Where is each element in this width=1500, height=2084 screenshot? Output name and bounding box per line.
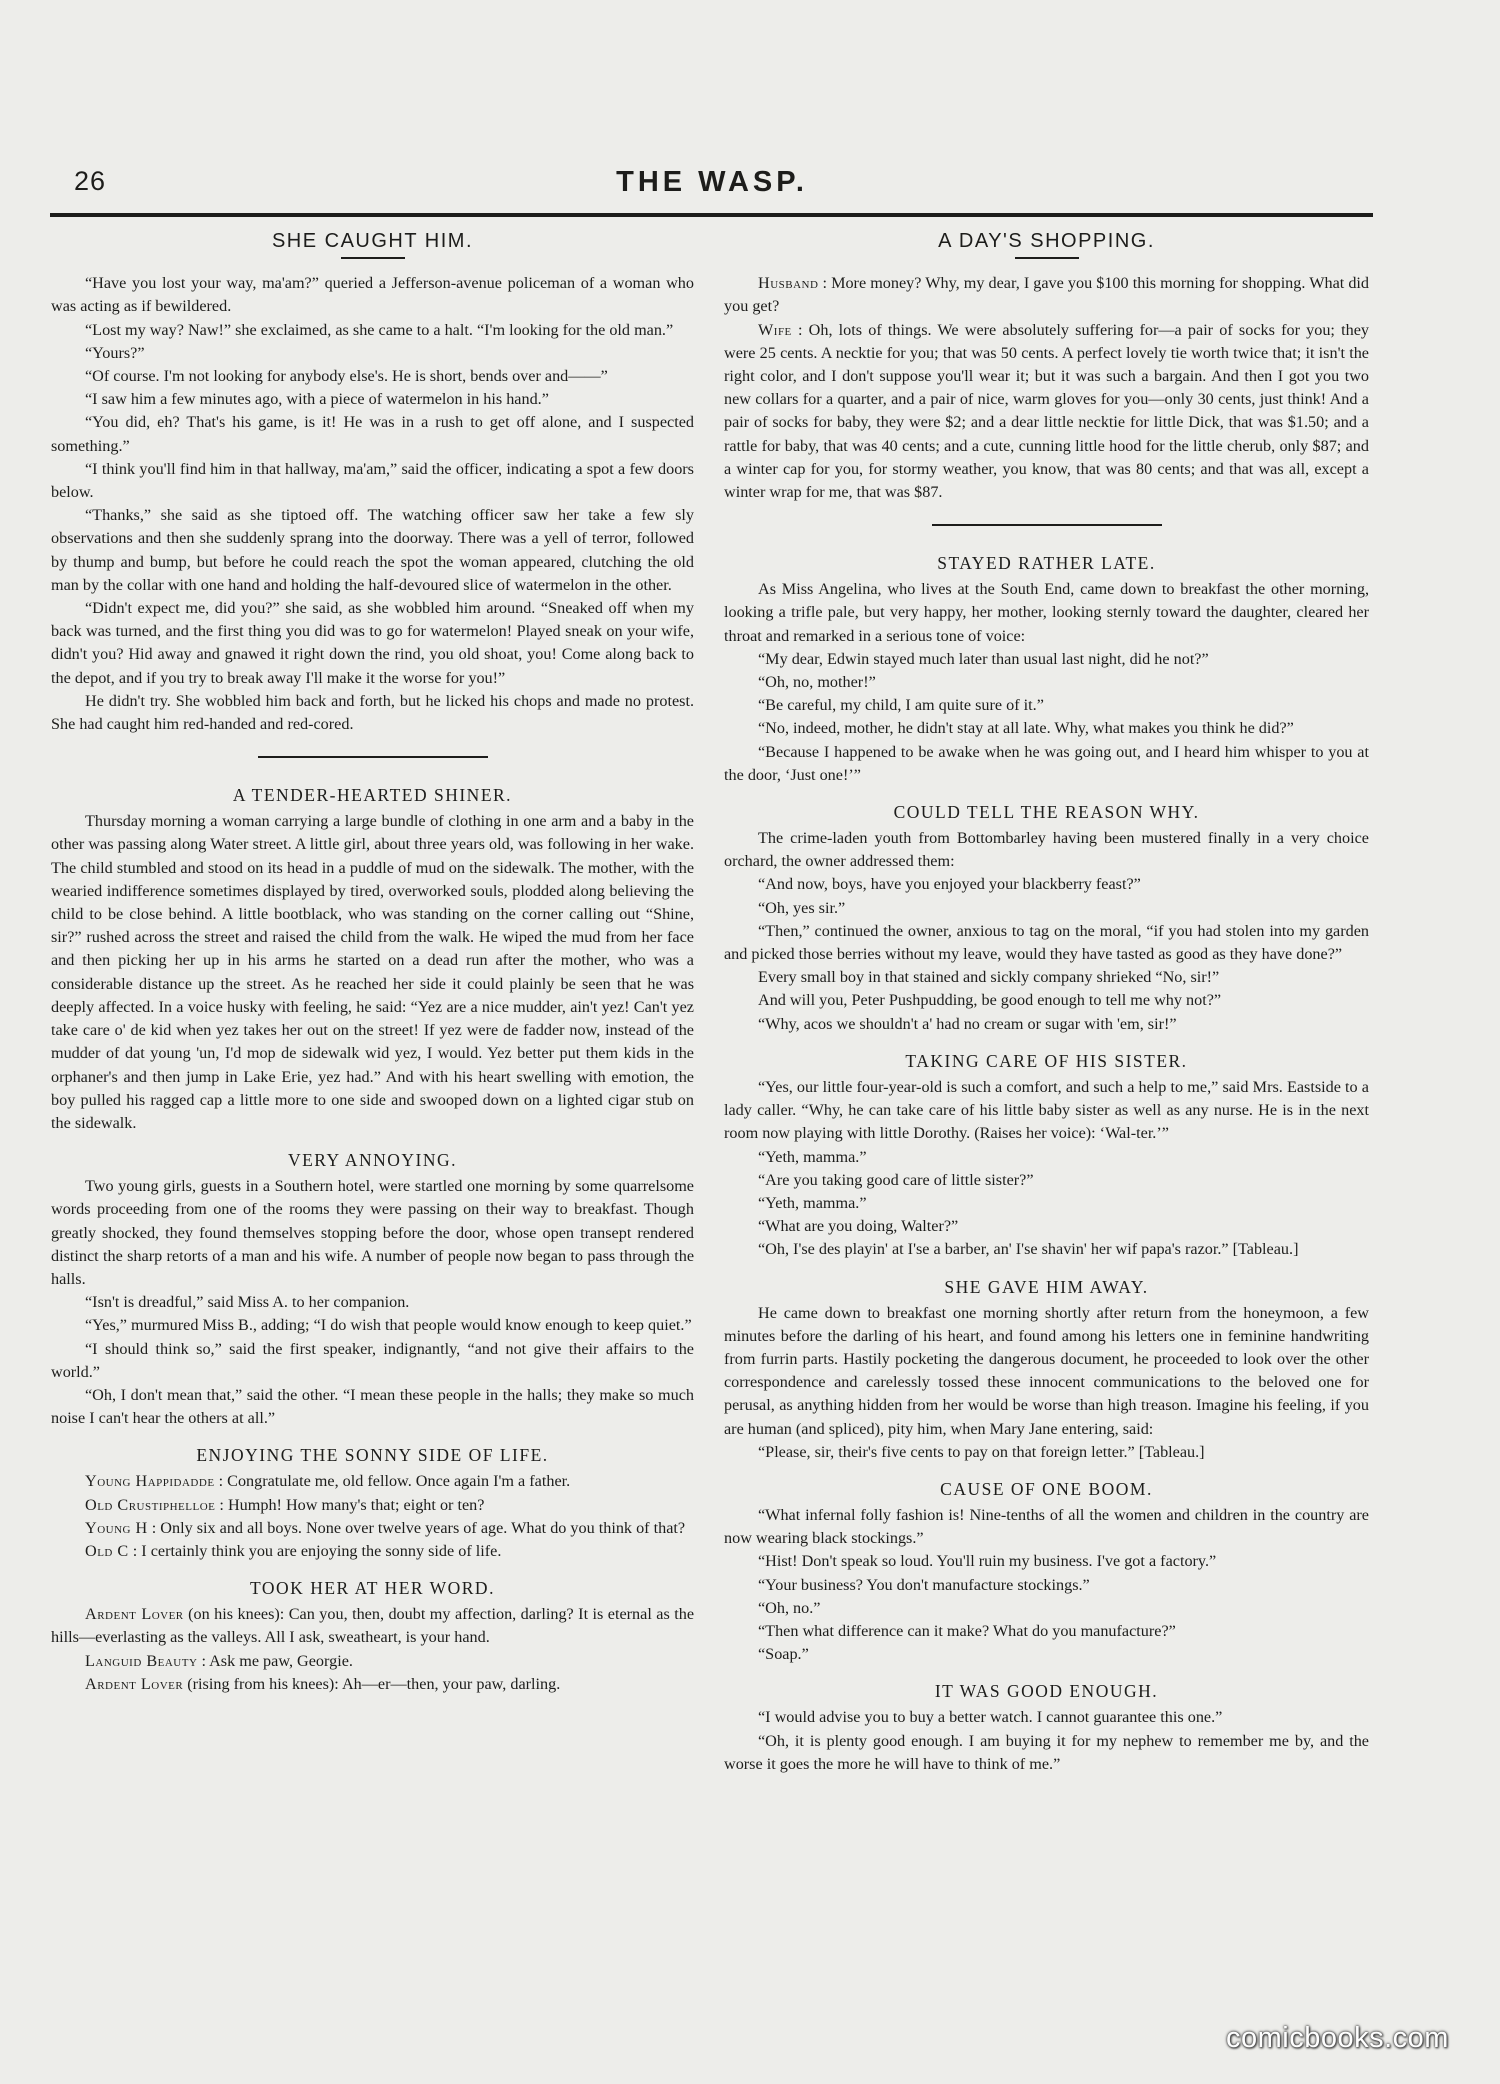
section-divider	[932, 524, 1162, 526]
dialogue-text: Oh, lots of things. We were absolutely suffering for—a pair of socks for you; they were 25 cents. A necktie for you; that was 50 cents. A perfect lovely tie worth twice that; it isn't the right color, and I don't suppose you'll wear it; but it was such a bargain. And then I got you two new collars for a quarter, and a pair of nice, warm gloves for you—only 30 cents, just think! And a pair of socks for baby, they were $2; and a dear little necktie for little Dick, that was $1.50; and a rattle for baby, that was 40 cents; and a cute, cunning little hood for the little cherub, only $87; and a winter cap for you, for stormy weather, you know, that was 80 cents; and that was all, except a winter wrap for me, that was $87.	[724, 320, 1369, 502]
article-cause-of-one-boom	[724, 1476, 1369, 1666]
paragraph: Every small boy in that stained and sickly company shrieked “No, sir!”	[758, 968, 1220, 987]
dialogue-line: Languid Beauty : Ask me paw, Georgie.	[85, 1651, 353, 1670]
watermark-logo: comicbooks.com	[1226, 2022, 1449, 2054]
title-rule	[341, 257, 405, 259]
article-title: TOOK HER AT HER WORD.	[250, 1578, 495, 1599]
paragraph: “Oh, yes sir.”	[758, 898, 846, 917]
speaker: Young Happidadde	[85, 1472, 215, 1491]
article-she-caught-him	[51, 230, 694, 736]
paragraph: He came down to breakfast one morning shortly after return from the honeymoon, a few minutes before the darling of his heart, and found among his letters one in feminine handwriting from furrin parts. Hastily pocketing the dangerous document, he proceeded to look over the other correspondence and carelessly tossed these innocent communications to the beloved one for perusal, as anything hidden from her would be worse than high treason. Imagine his feeling, if you are human (and spliced), pity him, when Mary Jane entering, said:	[724, 1303, 1369, 1438]
paragraph: “Have you lost your way, ma'am?” queried a Jefferson-avenue policeman of a woman who was acting as if bewildered.	[51, 274, 694, 316]
dialogue-line: Husband : More money? Why, my dear, I gave you $100 this morning for shopping. What did you get?	[724, 274, 1370, 316]
header-rule	[50, 213, 1373, 217]
paragraph: “Soap.”	[758, 1645, 809, 1664]
paragraph: Thursday morning a woman carrying a large bundle of clothing in one arm and a baby in the other was passing along Water street. A little girl, about three years old, was following in her wake. The child stumbled and stood on its head in a puddle of mud on the sidewalk. The mother, with the wearied indifference sometimes displayed by tired, overworked souls, plodded along believing the child to be close behind. A little bootblack, who was standing on the corner calling out “Shine, sir?” rushed across the street and raised the child from the walk. He wiped the mud from her face and then picking her up in his arms he started on a dead run after the mother, who was a considerable distance up the street. As he reached her side it could plainly be seen that he was deeply affected. In a voice husky with feeling, he said: “Yez are a nice mudder, ain't yez! Can't yez take care o' de kid when yez takes her out on the street! If yez were de fadder now, instead of the mudder of dat young 'un, I'd mop de sidewalk wid yez, I would. Yez better put them kids in the orphaner's and then jump in Lake Erie, yez had.” And with his heart swelling with emotion, the boy pulled his ragged cap a little more to one side and swooped down on a lighted cigar stub on the sidewalk.	[51, 812, 694, 1132]
speaker: Old Crustiphelloe	[85, 1495, 216, 1514]
paragraph: “Hist! Don't speak so loud. You'll ruin my business. I've got a factory.”	[758, 1552, 1217, 1571]
paragraph: “I should think so,” said the first speaker, indignantly, “and not give their affairs to the world.”	[51, 1339, 694, 1381]
article-title: SHE CAUGHT HIM.	[271, 230, 474, 252]
article-days-shopping	[724, 230, 1369, 504]
paragraph: “Oh, no, mother!”	[758, 673, 876, 692]
paragraph: “Oh, I'se des playin' at I'se a barber, an' I'se shavin' her wif papa's razor.” [Tableau.]	[758, 1240, 1299, 1259]
paragraph: As Miss Angelina, who lives at the South End, came down to breakfast the other morning, looking a trifle pale, but very happy, her mother, looking sternly toward the daughter, cleared her throat and remarked in a serious tone of voice:	[724, 580, 1369, 645]
article-title: VERY ANNOYING.	[287, 1150, 458, 1171]
title-rule	[1015, 257, 1079, 259]
article-title: STAYED RATHER LATE.	[937, 553, 1156, 574]
speaker: Languid Beauty	[85, 1651, 198, 1670]
article-took-her-at-her-word	[51, 1575, 694, 1696]
speaker: Ardent Lover	[85, 1605, 184, 1624]
paragraph: “No, indeed, mother, he didn't stay at all late. Why, what makes you think he did?”	[758, 719, 1294, 738]
article-she-gave-him-away	[724, 1274, 1369, 1464]
paragraph: “My dear, Edwin stayed much later than usual last night, did he not?”	[758, 649, 1209, 668]
dialogue-line: Ardent Lover (on his knees): Can you, then, doubt my affection, darling? It is eternal as the hills—everlasting as the valleys. All I ask, sweatheart, is your hand.	[51, 1605, 695, 1647]
dialogue-line: Ardent Lover (rising from his knees): Ah—er—then, your paw, darling.	[85, 1674, 561, 1693]
paragraph: “Then,” continued the owner, anxious to tag on the moral, “if you had stolen into my garden and picked those berries without my leave, would they have tasted as good as they have done?”	[724, 921, 1369, 964]
article-title: ENJOYING THE SONNY SIDE OF LIFE.	[196, 1445, 549, 1466]
article-it-was-good-enough	[724, 1678, 1369, 1776]
section-divider	[258, 756, 488, 758]
speaker: Husband	[758, 274, 819, 293]
paragraph: “What are you doing, Walter?”	[758, 1217, 959, 1236]
left-column	[51, 228, 694, 1696]
paragraph: “You did, eh? That's his game, is it! He was in a rush to get off alone, and I suspected something.”	[51, 413, 694, 455]
paragraph: “Be careful, my child, I am quite sure of it.”	[758, 696, 1044, 715]
dialogue-text: Humph! How many's that; eight or ten?	[227, 1495, 485, 1514]
dialogue-line: Young H : Only six and all boys. None over twelve years of age. What do you think of that?	[85, 1518, 686, 1537]
right-column	[724, 228, 1369, 1776]
paragraph: “Why, acos we shouldn't a' had no cream or sugar with 'em, sir!”	[758, 1014, 1177, 1033]
paragraph: “Please, sir, their's five cents to pay on that foreign letter.” [Tableau.]	[758, 1442, 1205, 1461]
paragraph: “Oh, I don't mean that,” said the other. “I mean these people in the halls; they make so much noise I can't hear the others at all.”	[51, 1385, 694, 1428]
dialogue-line: Wife : Oh, lots of things. We were absolutely suffering for—a pair of socks for you; they were 25 cents. A necktie for you; that was 50 cents. A perfect lovely tie worth twice that; it isn't the right color, and I don't suppose you'll wear it; but it was such a bargain. And then I got you two new collars for a quarter, and a pair of nice, warm gloves for you—only 30 cents, just think! And a pair of socks for baby, they were $2; and a dear little necktie for little Dick, that was $1.50; and a rattle for baby, that was 40 cents; and a cute, cunning little hood for the little cherub, only $87; and a winter cap for you, for stormy weather, you know, that was 80 cents; and that was all, except a winter wrap for me, that was $87.	[724, 320, 1369, 502]
dialogue-text: Ah—er—then, your paw, darling.	[341, 1674, 561, 1693]
article-title: A TENDER-HEARTED SHINER.	[232, 785, 513, 806]
paragraph: “Isn't is dreadful,” said Miss A. to her companion.	[85, 1293, 410, 1312]
stage-direction: (on his knees)	[188, 1605, 280, 1624]
dialogue-line: Old Crustiphelloe : Humph! How many's that; eight or ten?	[85, 1495, 485, 1514]
paragraph: “Of course. I'm not looking for anybody else's. He is short, bends over and——”	[85, 367, 608, 386]
paragraph: “Yeth, mamma.”	[758, 1147, 867, 1166]
paragraph: “I would advise you to buy a better watch. I cannot guarantee this one.”	[758, 1708, 1223, 1727]
paragraph: “What infernal folly fashion is! Nine-tenths of all the women and children in the country are now wearing black stockings.”	[724, 1505, 1369, 1548]
article-title: IT WAS GOOD ENOUGH.	[934, 1681, 1159, 1702]
article-title: SHE GAVE HIM AWAY.	[944, 1276, 1149, 1297]
paragraph: “Oh, no.”	[758, 1598, 821, 1617]
speaker: Old C	[85, 1541, 129, 1560]
dialogue-text: Only six and all boys. None over twelve years of age. What do you think of that?	[160, 1518, 686, 1537]
paragraph: Two young girls, guests in a Southern hotel, were startled one morning by some quarrelsome words proceeding from one of the rooms they were passing on their way to breakfast. Though greatly shocked, they found themselves stopping before the door, whose open transept rendered distinct the sharp retorts of a man and his wife. A number of people now began to pass through the halls.	[51, 1177, 694, 1288]
paragraph: “I saw him a few minutes ago, with a piece of watermelon in his hand.”	[85, 390, 549, 409]
paragraph: “Didn't expect me, did you?” she said, as she wobbled him around. “Sneaked off when my back was turned, and the first thing you did was to go for watermelon! Played sneak on your wife, didn't you? Hid away and gnawed it right down the rind, you old shoat, you! Come along back to the depot, and if you try to break away I'll make it the worse for you!”	[51, 599, 694, 687]
page-header	[52, 166, 1372, 202]
paragraph: The crime-laden youth from Bottombarley having been mustered finally in a very choice orchard, the owner addressed them:	[724, 829, 1369, 871]
masthead: THE WASP.	[616, 166, 808, 198]
article-title: TAKING CARE OF HIS SISTER.	[905, 1050, 1188, 1071]
paragraph: “Yes,” murmured Miss B., adding; “I do wish that people would know enough to keep quiet.”	[85, 1316, 692, 1335]
dialogue-text: Congratulate me, old fellow. Once again I'm a father.	[227, 1472, 571, 1491]
speaker: Young H	[85, 1518, 148, 1537]
paragraph: “Then what difference can it make? What do you manufacture?”	[758, 1621, 1176, 1640]
paragraph: And will you, Peter Pushpudding, be good enough to tell me why not?”	[758, 991, 1222, 1010]
paragraph: “Yeth, mamma.”	[758, 1193, 867, 1212]
paragraph: He didn't try. She wobbled him back and forth, but he licked his chops and made no protest. She had caught him red-handed and red-cored.	[51, 691, 694, 734]
dialogue-text: Can you, then, doubt my affection, darling? It is eternal as the hills—everlasting as the valleys. All I ask, sweatheart, is your hand.	[51, 1605, 695, 1647]
dialogue-line: Young Happidadde : Congratulate me, old fellow. Once again I'm a father.	[85, 1472, 571, 1491]
article-sonny-side	[51, 1442, 694, 1563]
article-title: CAUSE OF ONE BOOM.	[940, 1478, 1153, 1499]
paragraph: “I think you'll find him in that hallway, ma'am,” said the officer, indicating a spot a few doors below.	[51, 459, 694, 502]
article-tender-hearted-shiner	[51, 782, 694, 1135]
dialogue-line: Old C : I certainly think you are enjoying the sonny side of life.	[85, 1541, 502, 1560]
article-title: A DAY'S SHOPPING.	[938, 230, 1155, 252]
paragraph: “Are you taking good care of little sister?”	[758, 1170, 1034, 1189]
speaker: Wife	[758, 320, 792, 339]
paragraph: “Thanks,” she said as she tiptoed off. The watching officer saw her take a few sly observations and then she suddenly sprang into the doorway. There was a yell of terror, followed by thump and bump, but before he could reach the spot the woman appeared, clutching the old man by the collar with one hand and holding the half-devoured slice of watermelon in the other.	[51, 506, 694, 594]
paragraph: “Your business? You don't manufacture stockings.”	[758, 1575, 1090, 1594]
paragraph: “Yes, our little four-year-old is such a comfort, and such a help to me,” said Mrs. Eastside to a lady caller. “Why, he can take care of his little baby sister as well as any nurse. He is in the next room now playing with little Dorothy. (Raises her voice): ‘Wal-ter.’”	[724, 1077, 1369, 1143]
article-title: COULD TELL THE REASON WHY.	[893, 802, 1200, 823]
paragraph: “Yours?”	[85, 343, 145, 362]
paragraph: “Lost my way? Naw!” she exclaimed, as she came to a halt. “I'm looking for the old man.”	[85, 320, 674, 339]
dialogue-text: I certainly think you are enjoying the sonny side of life.	[141, 1541, 502, 1560]
dialogue-text: More money? Why, my dear, I gave you $100 this morning for shopping. What did you get?	[724, 274, 1370, 316]
paragraph: “And now, boys, have you enjoyed your blackberry feast?”	[758, 875, 1141, 894]
article-could-tell-reason	[724, 799, 1369, 1036]
paragraph: “Because I happened to be awake when he was going out, and I heard him whisper to you at the door, ‘Just one!’”	[724, 742, 1369, 784]
speaker: Ardent Lover	[85, 1674, 184, 1693]
stage-direction: (rising from his knees)	[187, 1674, 335, 1693]
dialogue-text: Ask me paw, Georgie.	[209, 1651, 353, 1670]
page-number: 26	[74, 166, 107, 196]
article-very-annoying	[51, 1147, 694, 1430]
article-taking-care-of-sister	[724, 1048, 1369, 1262]
article-stayed-rather-late	[724, 550, 1369, 787]
paragraph: “Oh, it is plenty good enough. I am buying it for my nephew to remember me by, and the worse it goes the more he will have to think of me.”	[724, 1731, 1369, 1773]
